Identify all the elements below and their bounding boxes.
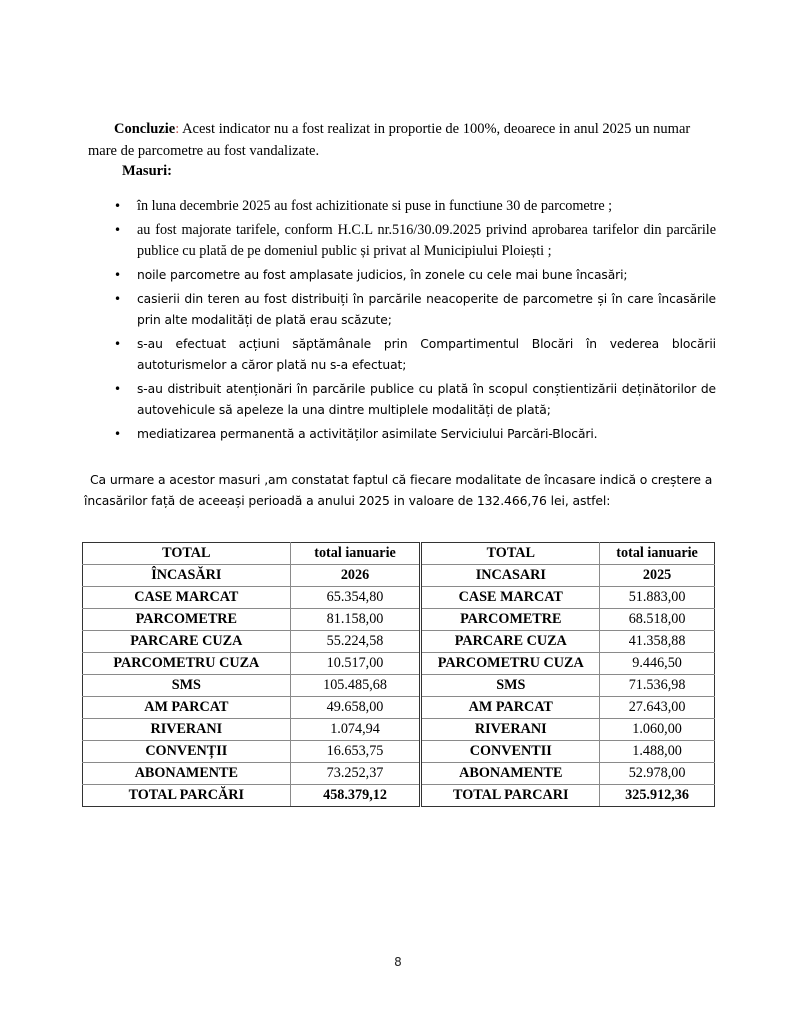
row-label-2026: PARCOMETRU CUZA (83, 653, 291, 675)
table-row (83, 675, 715, 697)
row-value-2025: 27.643,00 (600, 697, 715, 719)
table-row (83, 609, 715, 631)
row-label-2026: PARCOMETRE (83, 609, 291, 631)
table-header-row (83, 543, 715, 565)
row-value-2026: 10.517,00 (290, 653, 421, 675)
conclusion-colon: : (175, 121, 180, 137)
table-row (83, 697, 715, 719)
table-row (83, 719, 715, 741)
table-row (83, 741, 715, 763)
row-label-2025: SMS (421, 675, 600, 697)
conclusion-paragraph (88, 118, 716, 162)
total-label-2025: TOTAL PARCARI (421, 785, 600, 807)
header-cell: total ianuarie (600, 543, 715, 565)
row-label-2025: RIVERANI (421, 719, 600, 741)
row-value-2025: 1.488,00 (600, 741, 715, 763)
summary-text: Ca urmare a acestor masuri ,am constatat faptul că fiecare modalitate de încasare indică o creștere a încasărilor față de aceeași perioadă a anului 2025 in valoare de 132.466,76 lei, astfel: (84, 472, 713, 508)
total-value-2025: 325.912,36 (600, 785, 715, 807)
list-item: • noile parcometre au fost amplasate judicios, în zonele cu cele mai bune încasări; (112, 265, 716, 286)
row-value-2026: 81.158,00 (290, 609, 421, 631)
row-value-2026: 55.224,58 (290, 631, 421, 653)
conclusion-label: Concluzie (114, 121, 176, 137)
row-value-2025: 68.518,00 (600, 609, 715, 631)
row-label-2026: PARCARE CUZA (83, 631, 291, 653)
header-cell: 2025 (600, 565, 715, 587)
header-cell: INCASARI (421, 565, 600, 587)
measures-list (112, 196, 716, 445)
header-cell: 2026 (290, 565, 421, 587)
row-label-2026: CASE MARCAT (83, 587, 291, 609)
list-item: • au fost majorate tarifele, conform H.C.L nr.516/30.09.2025 privind aprobarea tarifelor din parcările publice cu plată de pe domeniul public și privat al Municipiului Ploiești ; (112, 220, 716, 262)
row-value-2026: 1.074,94 (290, 719, 421, 741)
row-label-2025: CONVENTII (421, 741, 600, 763)
row-value-2026: 16.653,75 (290, 741, 421, 763)
row-value-2026: 49.658,00 (290, 697, 421, 719)
table-header-row (83, 565, 715, 587)
header-cell: TOTAL (421, 543, 600, 565)
row-value-2026: 105.485,68 (290, 675, 421, 697)
row-label-2025: PARCOMETRE (421, 609, 600, 631)
row-label-2026: ABONAMENTE (83, 763, 291, 785)
conclusion-text: Acest indicator nu a fost realizat in proportie de 100%, deoarece in anul 2025 un numar mare de parcometre au fost vandalizate. (88, 121, 691, 159)
row-value-2025: 1.060,00 (600, 719, 715, 741)
header-cell: ÎNCASĂRI (83, 565, 291, 587)
row-value-2025: 52.978,00 (600, 763, 715, 785)
table-row (83, 631, 715, 653)
row-label-2026: RIVERANI (83, 719, 291, 741)
total-label-2026: TOTAL PARCĂRI (83, 785, 291, 807)
table-row (83, 653, 715, 675)
row-label-2025: ABONAMENTE (421, 763, 600, 785)
table-row (83, 587, 715, 609)
row-label-2025: CASE MARCAT (421, 587, 600, 609)
row-label-2025: PARCOMETRU CUZA (421, 653, 600, 675)
header-cell: TOTAL (83, 543, 291, 565)
table-total-row (83, 785, 715, 807)
row-value-2025: 71.536,98 (600, 675, 715, 697)
row-label-2026: CONVENȚII (83, 741, 291, 763)
row-value-2025: 51.883,00 (600, 587, 715, 609)
list-item: • casierii din teren au fost distribuiți în parcările neacoperite de parcometre și în care încasările prin alte modalități de plată erau scăzute; (112, 289, 716, 331)
row-label-2025: PARCARE CUZA (421, 631, 600, 653)
total-value-2026: 458.379,12 (290, 785, 421, 807)
row-label-2026: SMS (83, 675, 291, 697)
row-label-2025: AM PARCAT (421, 697, 600, 719)
table-row (83, 763, 715, 785)
summary-paragraph (84, 469, 724, 511)
row-value-2025: 9.446,50 (600, 653, 715, 675)
list-item: • mediatizarea permanentă a activităților asimilate Serviciului Parcări-Blocări. (112, 424, 716, 445)
measures-heading: Masuri: (122, 163, 172, 179)
row-value-2026: 73.252,37 (290, 763, 421, 785)
header-cell: total ianuarie (290, 543, 421, 565)
income-comparison-table (82, 542, 715, 807)
list-item: • s-au efectuat acțiuni săptămânale prin Compartimentul Blocări în vederea blocării autoturismelor a căror plată nu s-a efectuat; (112, 334, 716, 376)
list-item: • s-au distribuit atenționări în parcările publice cu plată în scopul conștientizării deținătorilor de autovehicule să apeleze la una dintre multiplele modalități de plată; (112, 379, 716, 421)
list-item: • în luna decembrie 2025 au fost achizitionate si puse in functiune 30 de parcometre ; (112, 196, 716, 217)
row-value-2026: 65.354,80 (290, 587, 421, 609)
row-label-2026: AM PARCAT (83, 697, 291, 719)
page-number: 8 (394, 955, 402, 969)
row-value-2025: 41.358,88 (600, 631, 715, 653)
